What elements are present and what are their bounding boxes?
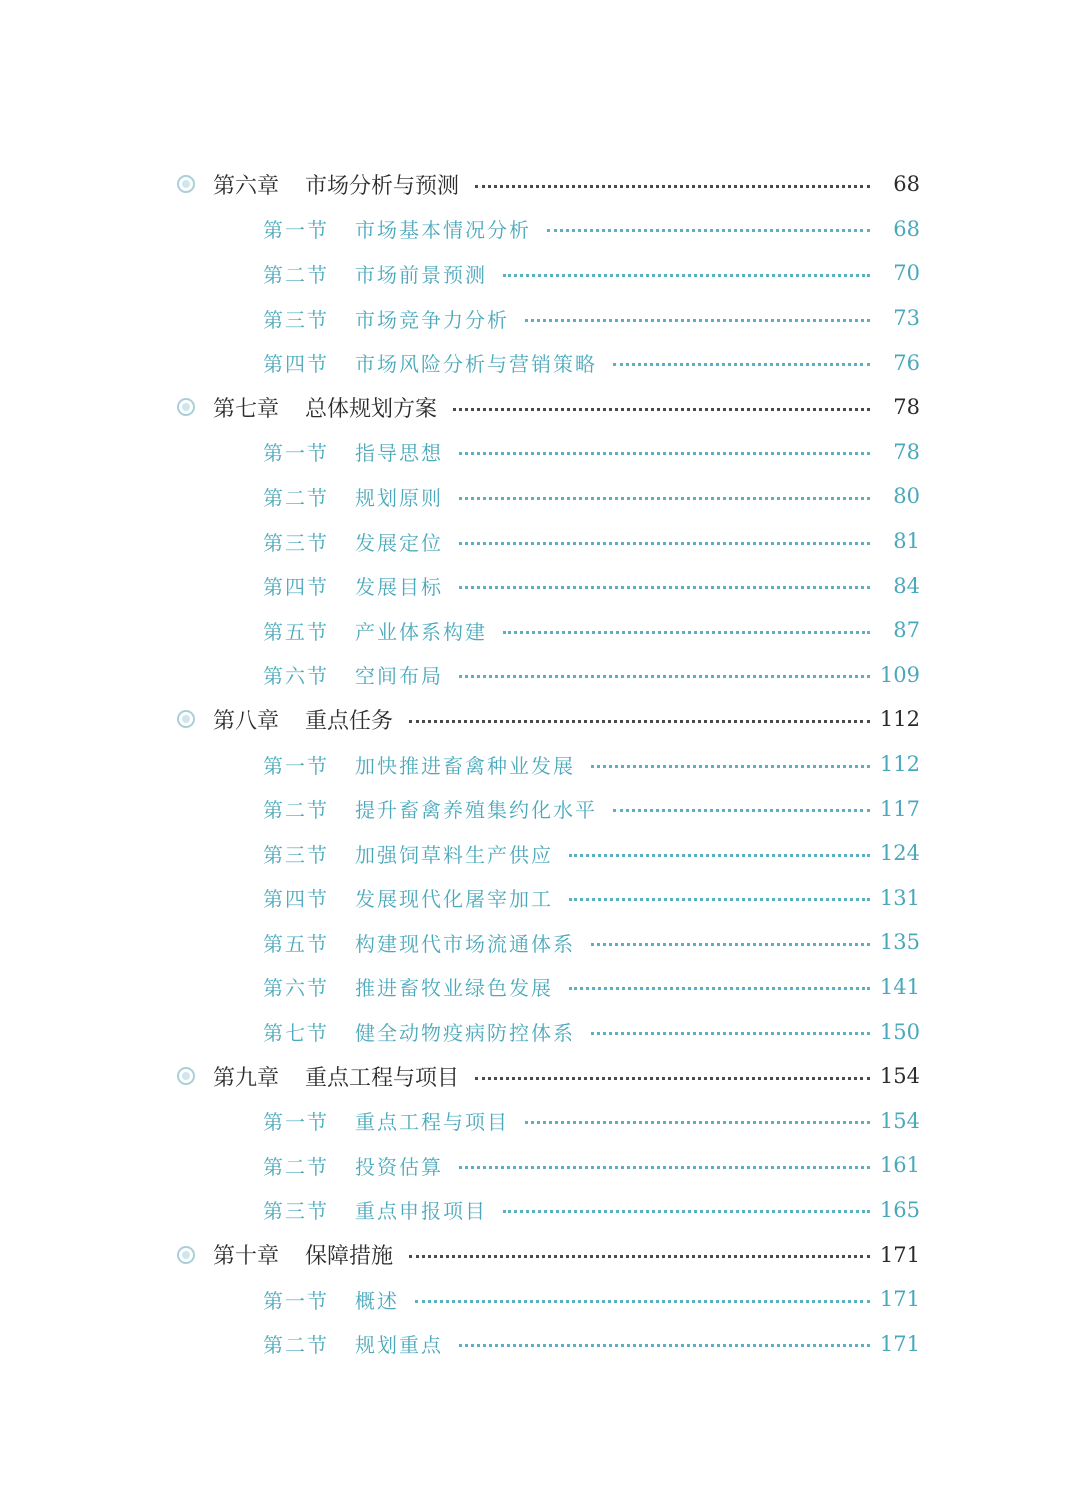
entry-label: 第四节 [263,887,329,912]
toc-section-entry[interactable] [0,920,1080,965]
dot-leader [459,1166,870,1169]
entry-title: 市场分析与预测 [305,173,460,199]
page-number: 87 [893,618,920,643]
dot-leader [415,1300,870,1303]
double-circle-icon [177,398,195,416]
toc-section-entry[interactable] [0,1098,1080,1143]
page-number: 78 [893,439,920,464]
entry-title: 重点申报项目 [355,1199,487,1224]
entry-title: 市场风险分析与营销策略 [355,352,597,377]
dot-leader [459,452,870,455]
entry-title: 重点工程与项目 [355,1110,509,1135]
toc-section-entry[interactable] [0,786,1080,831]
double-circle-icon [177,710,195,728]
page-number: 112 [879,707,920,732]
toc-section-entry[interactable] [0,1143,1080,1188]
dot-leader [459,586,870,589]
double-circle-icon [177,1246,195,1264]
page-number: 150 [879,1019,920,1044]
entry-label: 第九章 [213,1065,280,1091]
dot-leader [503,274,870,277]
entry-title: 发展定位 [355,530,443,555]
page-number: 76 [893,350,920,375]
page-number: 135 [879,930,920,955]
page-number: 68 [893,172,920,197]
toc-section-entry[interactable] [0,1009,1080,1054]
entry-label: 第四节 [263,575,329,600]
entry-label: 第二节 [263,798,329,823]
dot-leader [591,943,870,946]
toc-section-entry[interactable] [0,876,1080,921]
entry-label: 第二节 [263,485,329,510]
dot-leader [453,408,870,411]
page-number: 141 [879,974,920,999]
dot-leader [569,898,870,901]
page-number: 165 [879,1197,920,1222]
toc-chapter-entry[interactable] [0,1232,1080,1277]
entry-label: 第一节 [263,218,329,243]
entry-title: 市场前景预测 [355,262,487,287]
entry-label: 第一节 [263,1288,329,1313]
page-number: 68 [893,216,920,241]
entry-title: 投资估算 [355,1154,443,1179]
toc-section-entry[interactable] [0,831,1080,876]
dot-leader [525,319,870,322]
toc-section-entry[interactable] [0,653,1080,698]
page-number: 154 [879,1108,920,1133]
toc-section-entry[interactable] [0,563,1080,608]
entry-label: 第七章 [213,396,280,422]
entry-title: 发展目标 [355,575,443,600]
entry-label: 第六节 [263,664,329,689]
toc-section-entry[interactable] [0,251,1080,296]
toc-section-entry[interactable] [0,742,1080,787]
dot-leader [475,185,870,188]
page-number: 131 [879,885,920,910]
dot-leader [613,363,870,366]
entry-label: 第一节 [263,753,329,778]
entry-label: 第十章 [213,1244,280,1270]
entry-title: 重点任务 [305,708,394,734]
entry-title: 总体规划方案 [305,396,438,422]
table-of-contents [0,162,1080,1366]
entry-title: 发展现代化屠宰加工 [355,887,553,912]
double-circle-icon [177,1067,195,1085]
page-number: 78 [893,395,920,420]
page-number: 84 [893,573,920,598]
dot-leader [409,720,870,723]
entry-title: 概述 [355,1288,399,1313]
toc-chapter-entry[interactable] [0,697,1080,742]
entry-label: 第五节 [263,619,329,644]
dot-leader [409,1255,870,1258]
toc-section-entry[interactable] [0,519,1080,564]
entry-title: 加强饲草料生产供应 [355,842,553,867]
dot-leader [459,675,870,678]
page-number: 81 [893,529,920,554]
toc-section-entry[interactable] [0,965,1080,1010]
entry-title: 健全动物疫病防控体系 [355,1021,575,1046]
entry-title: 空间布局 [355,664,443,689]
toc-section-entry[interactable] [0,340,1080,385]
entry-label: 第三节 [263,1199,329,1224]
entry-label: 第八章 [213,708,280,734]
entry-label: 第四节 [263,352,329,377]
page-number: 73 [893,306,920,331]
double-circle-icon [177,175,195,193]
entry-label: 第六节 [263,976,329,1001]
page-number: 109 [879,662,920,687]
entry-title: 推进畜牧业绿色发展 [355,976,553,1001]
entry-title: 市场基本情况分析 [355,218,531,243]
entry-title: 产业体系构建 [355,619,487,644]
entry-label: 第一节 [263,441,329,466]
entry-label: 第二节 [263,1154,329,1179]
toc-section-entry[interactable] [0,430,1080,475]
dot-leader [475,1077,870,1080]
toc-section-entry[interactable] [0,207,1080,252]
entry-title: 市场竞争力分析 [355,307,509,332]
dot-leader [459,1344,870,1347]
toc-section-entry[interactable] [0,1321,1080,1366]
page-number: 154 [879,1064,920,1089]
dot-leader [525,1121,870,1124]
page-number: 112 [879,752,920,777]
entry-label: 第三节 [263,530,329,555]
toc-section-entry[interactable] [0,1277,1080,1322]
entry-label: 第二节 [263,262,329,287]
entry-label: 第六章 [213,173,280,199]
entry-title: 保障措施 [305,1244,394,1270]
dot-leader [591,765,870,768]
page-number: 171 [879,1287,920,1312]
dot-leader [569,987,870,990]
page-number: 171 [879,1242,920,1267]
toc-section-entry[interactable] [0,608,1080,653]
dot-leader [459,497,870,500]
entry-title: 规划重点 [355,1333,443,1358]
entry-title: 提升畜禽养殖集约化水平 [355,798,597,823]
entry-label: 第三节 [263,307,329,332]
page-number: 124 [879,841,920,866]
toc-chapter-entry[interactable] [0,385,1080,430]
dot-leader [503,1210,870,1213]
page-number: 70 [893,261,920,286]
toc-section-entry[interactable] [0,474,1080,519]
entry-title: 指导思想 [355,441,443,466]
toc-section-entry[interactable] [0,1188,1080,1233]
entry-title: 重点工程与项目 [305,1065,460,1091]
dot-leader [503,631,870,634]
dot-leader [459,542,870,545]
dot-leader [613,809,870,812]
page-number: 80 [893,484,920,509]
entry-label: 第二节 [263,1333,329,1358]
dot-leader [547,229,870,232]
page-number: 161 [879,1153,920,1178]
entry-label: 第五节 [263,931,329,956]
page-number: 171 [879,1331,920,1356]
page-number: 117 [879,796,920,821]
toc-chapter-entry[interactable] [0,162,1080,207]
toc-chapter-entry[interactable] [0,1054,1080,1099]
entry-label: 第七节 [263,1021,329,1046]
entry-title: 加快推进畜禽种业发展 [355,753,575,778]
entry-title: 构建现代市场流通体系 [355,931,575,956]
dot-leader [569,854,870,857]
entry-title: 规划原则 [355,485,443,510]
entry-label: 第一节 [263,1110,329,1135]
entry-label: 第三节 [263,842,329,867]
toc-section-entry[interactable] [0,296,1080,341]
dot-leader [591,1032,870,1035]
